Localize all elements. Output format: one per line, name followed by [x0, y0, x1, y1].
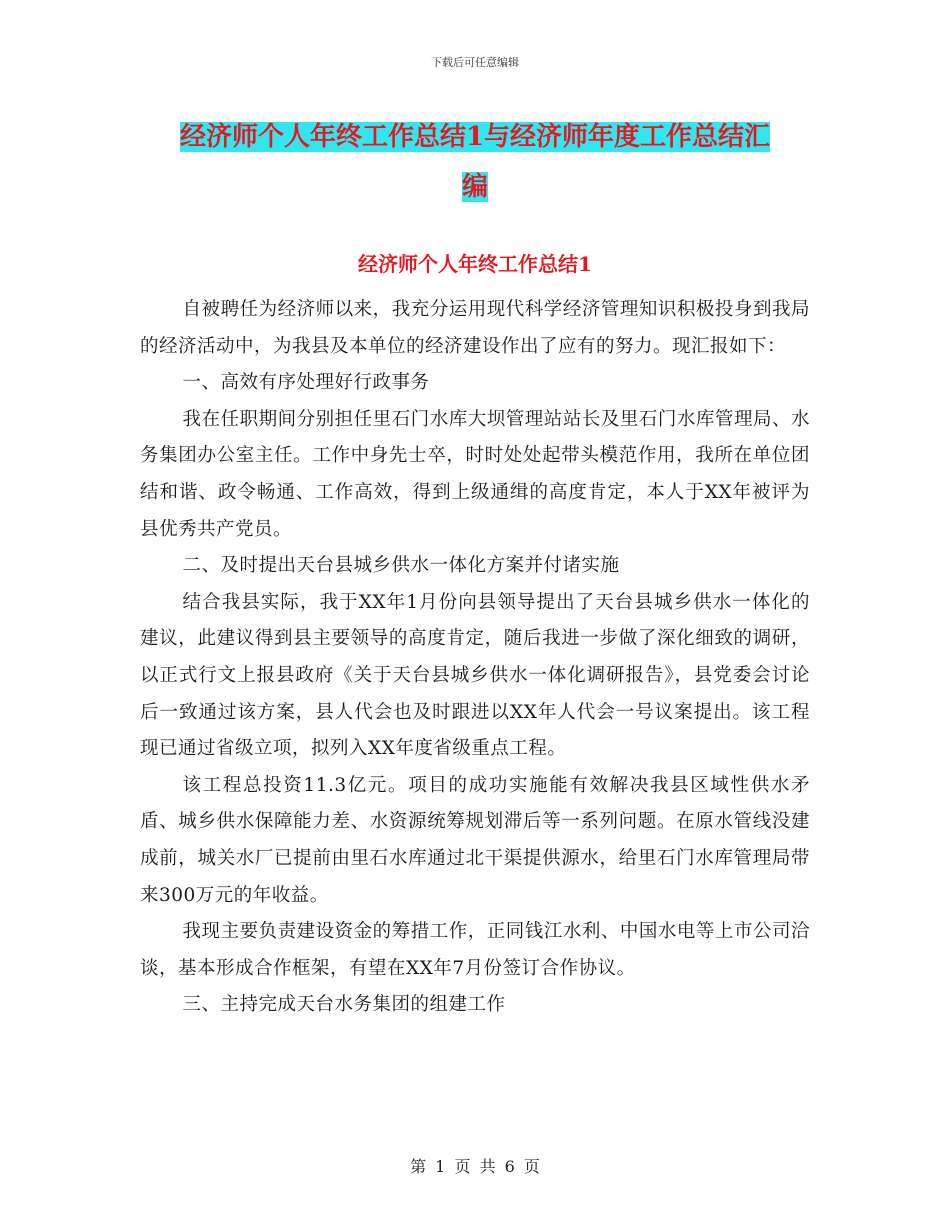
- document-body: [140, 292, 810, 1024]
- title-line-1: 经济师个人年终工作总结1与经济师年度工作总结汇: [179, 122, 771, 152]
- heading-2: 二、及时提出天台县城乡供水一体化方案并付诸实施: [182, 555, 620, 577]
- paragraph: 我现主要负责建设资金的筹措工作，正同钱江水利、中国水电等上市公司洽谈，基本形成合作框架，有望在XX年7月份签订合作协议。: [140, 921, 810, 979]
- paragraph: 我在任职期间分别担任里石门水库大坝管理站站长及里石门水库管理局、水务集团办公室主任。工作中身先士卒，时时处处起带头模范作用，我所在单位团结和谐、政令畅通、工作高效，得到上级通缉的高度肯定，本人于XX年被评为县优秀共产党员。: [140, 408, 810, 540]
- heading-1: 一、高效有序处理好行政事务: [182, 372, 430, 394]
- document-title: [140, 112, 810, 212]
- paragraph: 该工程总投资11.3亿元。项目的成功实施能有效解决我县区域性供水矛盾、城乡供水保障能力差、水资源统筹规划滞后等一系列问题。在原水管线没建成前，城关水厂已提前由里石水库通过北干渠提供源水，给里石门水库管理局带来300万元的年收益。: [140, 774, 810, 906]
- paragraph: 自被聘任为经济师以来，我充分运用现代科学经济管理知识积极投身到我局的经济活动中，为我县及本单位的经济建设作出了应有的努力。现汇报如下：: [140, 299, 810, 357]
- title-line-2: 编: [461, 172, 488, 202]
- section-title: 经济师个人年终工作总结1: [358, 252, 592, 276]
- header-note: 下载后可任意编辑: [431, 56, 519, 69]
- paragraph: 结合我县实际，我于XX年1月份向县领导提出了天台县城乡供水一体化的建议，此建议得到县主要领导的高度肯定，随后我进一步做了深化细致的调研，以正式行文上报县政府《关于天台县城乡供水一体化调研报告》，县党委会讨论后一致通过该方案，县人代会也及时跟进以XX年人代会一号议案提出。该工程现已通过省级立项，拟列入XX年度省级重点工程。: [140, 591, 810, 760]
- heading-3: 三、主持完成天台水务集团的组建工作: [182, 994, 506, 1016]
- page-footer: 第 1 页 共 6 页: [410, 1157, 540, 1176]
